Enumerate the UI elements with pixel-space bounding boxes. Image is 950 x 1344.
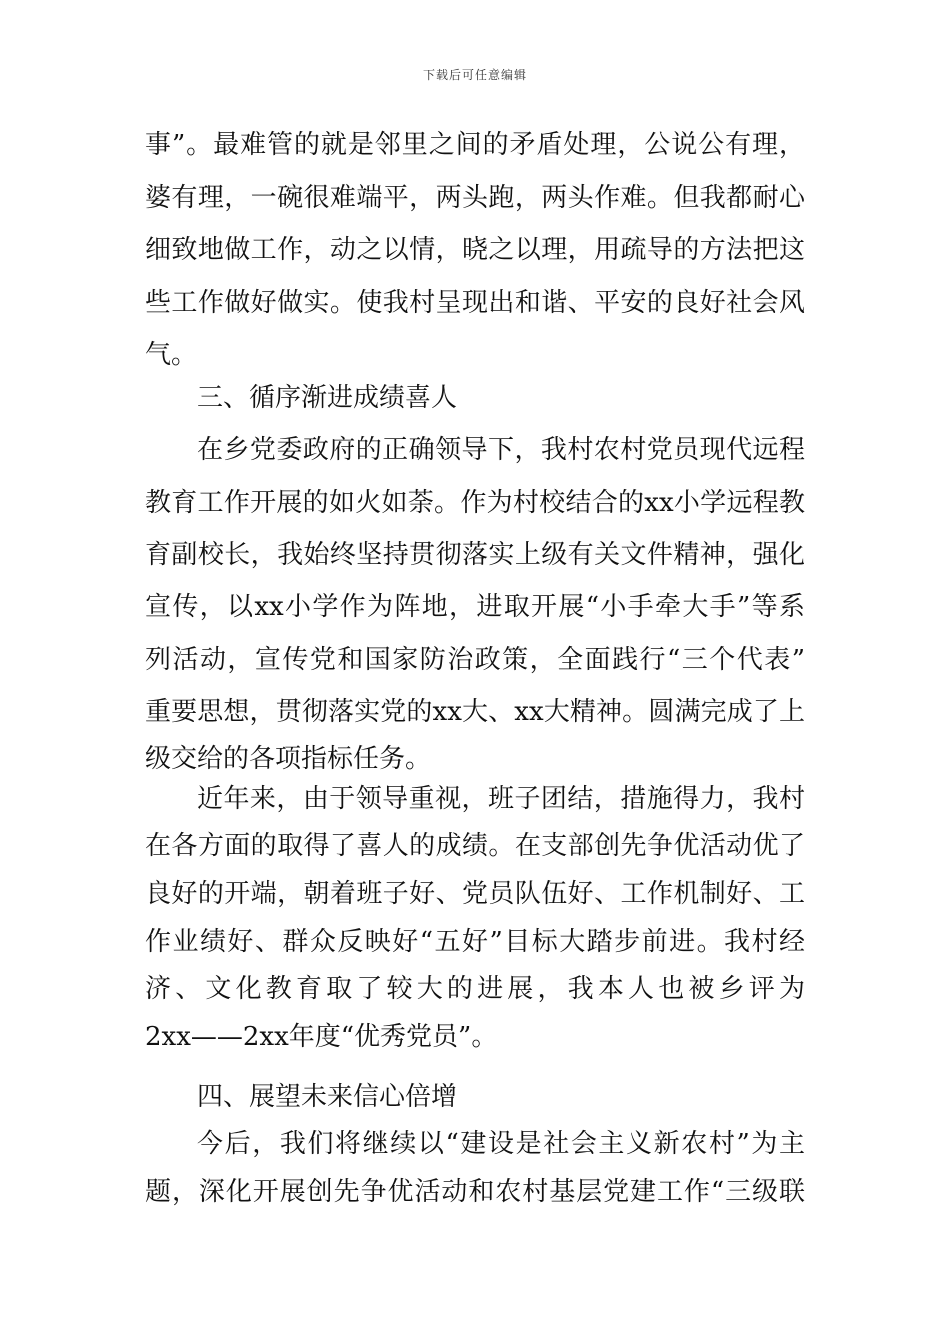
section-heading: 三、循序渐进成绩喜人 bbox=[197, 383, 458, 413]
paragraph-line: 2xx——2xx年度“优秀党员”。 bbox=[145, 1022, 498, 1052]
page-header: 下载后可任意编辑 bbox=[422, 68, 527, 82]
paragraph-line: 重要思想，贯彻落实党的xx大、xx大精神。圆满完成了上 bbox=[145, 697, 805, 727]
section-heading: 四、展望未来信心倍增 bbox=[197, 1082, 458, 1112]
paragraph-line: 今后，我们将继续以“建设是社会主义新农村”为主 bbox=[197, 1129, 805, 1159]
paragraph-line: 作业绩好、群众反映好“五好”目标大踏步前进。我村经 bbox=[145, 927, 805, 957]
paragraph-line: 气。 bbox=[145, 340, 198, 370]
paragraph-line: 级交给的各项指标任务。 bbox=[145, 744, 432, 774]
paragraph-line: 宣传，以xx小学作为阵地，进取开展“小手牵大手”等系 bbox=[145, 592, 805, 622]
paragraph-line: 事”。最难管的就是邻里之间的矛盾处理，公说公有理， bbox=[145, 130, 805, 160]
paragraph-line: 细致地做工作，动之以情，晓之以理，用疏导的方法把这 bbox=[145, 235, 805, 265]
paragraph-line: 婆有理，一碗很难端平，两头跑，两头作难。但我都耐心 bbox=[145, 183, 805, 213]
paragraph-line: 在各方面的取得了喜人的成绩。在支部创先争优活动优了 bbox=[145, 831, 805, 861]
paragraph-line: 题，深化开展创先争优活动和农村基层党建工作“三级联 bbox=[145, 1177, 805, 1207]
paragraph-line: 些工作做好做实。使我村呈现出和谐、平安的良好社会风 bbox=[145, 288, 805, 318]
paragraph-line: 良好的开端，朝着班子好、党员队伍好、工作机制好、工 bbox=[145, 879, 805, 909]
paragraph-line: 列活动，宣传党和国家防治政策，全面践行“三个代表” bbox=[145, 645, 805, 675]
paragraph-line: 济、文化教育取了较大的进展，我本人也被乡评为 bbox=[145, 974, 805, 1004]
paragraph-line: 教育工作开展的如火如荼。作为村校结合的xx小学远程教 bbox=[145, 488, 805, 518]
paragraph-line: 育副校长，我始终坚持贯彻落实上级有关文件精神，强化 bbox=[145, 540, 805, 570]
paragraph-line: 在乡党委政府的正确领导下，我村农村党员现代远程 bbox=[197, 435, 805, 465]
paragraph-line: 近年来，由于领导重视，班子团结，措施得力，我村 bbox=[197, 784, 805, 814]
